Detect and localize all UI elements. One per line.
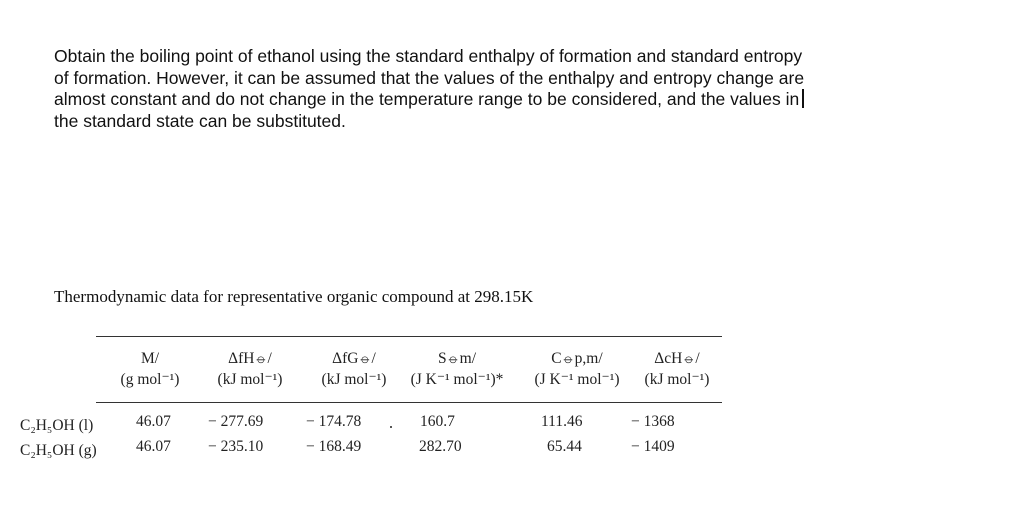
column-header-gibbs-formation: ΔfG⦵/ (kJ mol⁻¹) [321,350,387,388]
table-cell: 111.46 [541,413,583,430]
column-header-entropy: S⦵m/ (J K⁻¹ mol⁻¹)* [410,350,504,388]
table-cell: 282.70 [419,438,462,455]
table-cell: − 277.69 [208,413,264,430]
table-cell: 46.07 [136,438,171,455]
row-label-gas: C₂H₅OH (g) [20,442,97,459]
question-line: Obtain the boiling point of ethanol using the standard enthalpy of formation and standard entropy [54,46,803,66]
table-cell: − 168.49 [306,438,362,455]
question-line: of formation. However, it can be assumed that the values of the enthalpy and entropy change are [54,67,805,88]
row-label-liquid: C₂H₅OH (l) [20,417,94,434]
column-header-enthalpy-formation: ΔfH⦵/ (kJ mol⁻¹) [217,350,283,388]
stray-dot [390,426,392,428]
table-cell: − 174.78 [306,413,362,430]
table-cell: − 1409 [631,438,675,455]
table-caption: Thermodynamic data for representative organic compound at 298.15K [54,287,534,306]
column-header-molar-mass: M/ (g mol⁻¹) [120,350,180,388]
table-top-rule [96,336,722,337]
question-text [54,46,954,132]
column-header-heat-capacity: C⦵p,m/ (J K⁻¹ mol⁻¹) [534,350,620,388]
column-header-enthalpy-combustion: ΔcH⦵/ (kJ mol⁻¹) [644,350,710,388]
table-cell: − 235.10 [208,438,264,455]
table-header-rule [96,402,722,403]
question-line: almost constant and do not change in the temperature range to be considered, and the values in [54,89,954,111]
table-cell: 65.44 [547,438,582,455]
table-cell: 46.07 [136,413,171,430]
table-cell: 160.7 [420,413,455,430]
text-cursor [802,89,804,108]
table-cell: − 1368 [631,413,675,430]
question-line: the standard state can be substituted. [54,110,346,131]
